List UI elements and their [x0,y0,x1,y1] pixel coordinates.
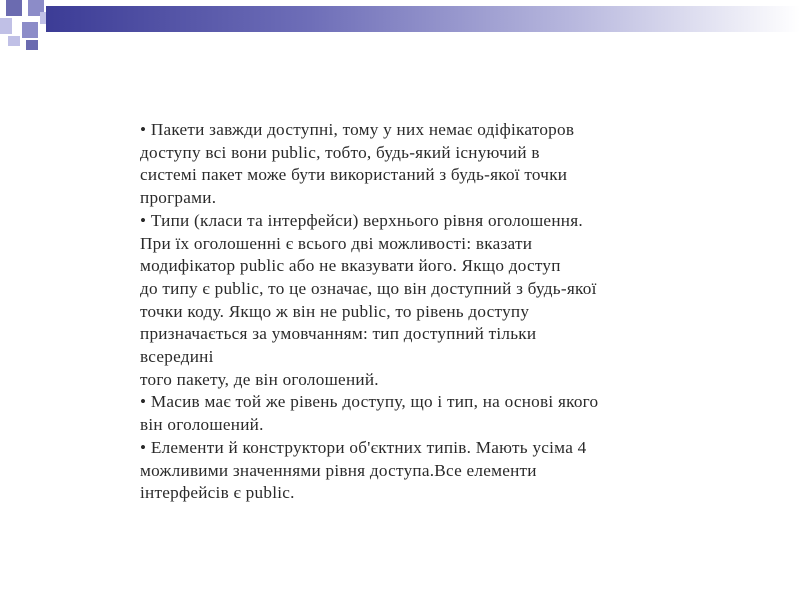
decor-square [0,18,12,34]
decor-square [26,40,38,50]
text-line: При їх оголошенні є всього дві можливості: вказати [140,233,533,253]
text-line: всередині [140,347,214,367]
text-line: системі пакет може бути використаний з будь-якої точки [140,165,568,185]
text-line: він оголошений. [140,415,264,435]
header-bar [46,6,800,32]
text-line: • Масив має той же рівень доступу, що і тип, на основі якого [140,392,599,412]
text-line: • Елементи й конструктори об'єктних типів. Мають усіма 4 [140,437,587,457]
text-line: того пакету, де він оголошений. [140,369,379,389]
text-line: модифікатор public або не вказувати його. Якщо доступ [140,256,561,276]
text-line: до типу є public, то це означає, що він доступний з будь-якої [140,278,597,298]
text-line: точки коду. Якщо ж він не public, то рівень доступу [140,301,530,321]
decor-square [22,22,38,38]
text-line: інтерфейсів є public. [140,483,295,503]
text-line: призначається за умовчанням: тип доступний тільки [140,324,537,344]
slide-body-text [140,119,670,505]
text-line: програми. [140,188,217,208]
decor-square [8,36,20,46]
text-line: доступу всі вони public, тобто, будь-який існуючий в [140,142,540,162]
text-line: • Пакети завжди доступні, тому у них немає одіфікаторов [140,120,575,139]
decor-square [6,0,22,16]
text-line: • Типи (класи та інтерфейси) верхнього рівня оголошення. [140,210,583,230]
text-line: можливими значеннями рівня доступа.Все елементи [140,460,537,480]
